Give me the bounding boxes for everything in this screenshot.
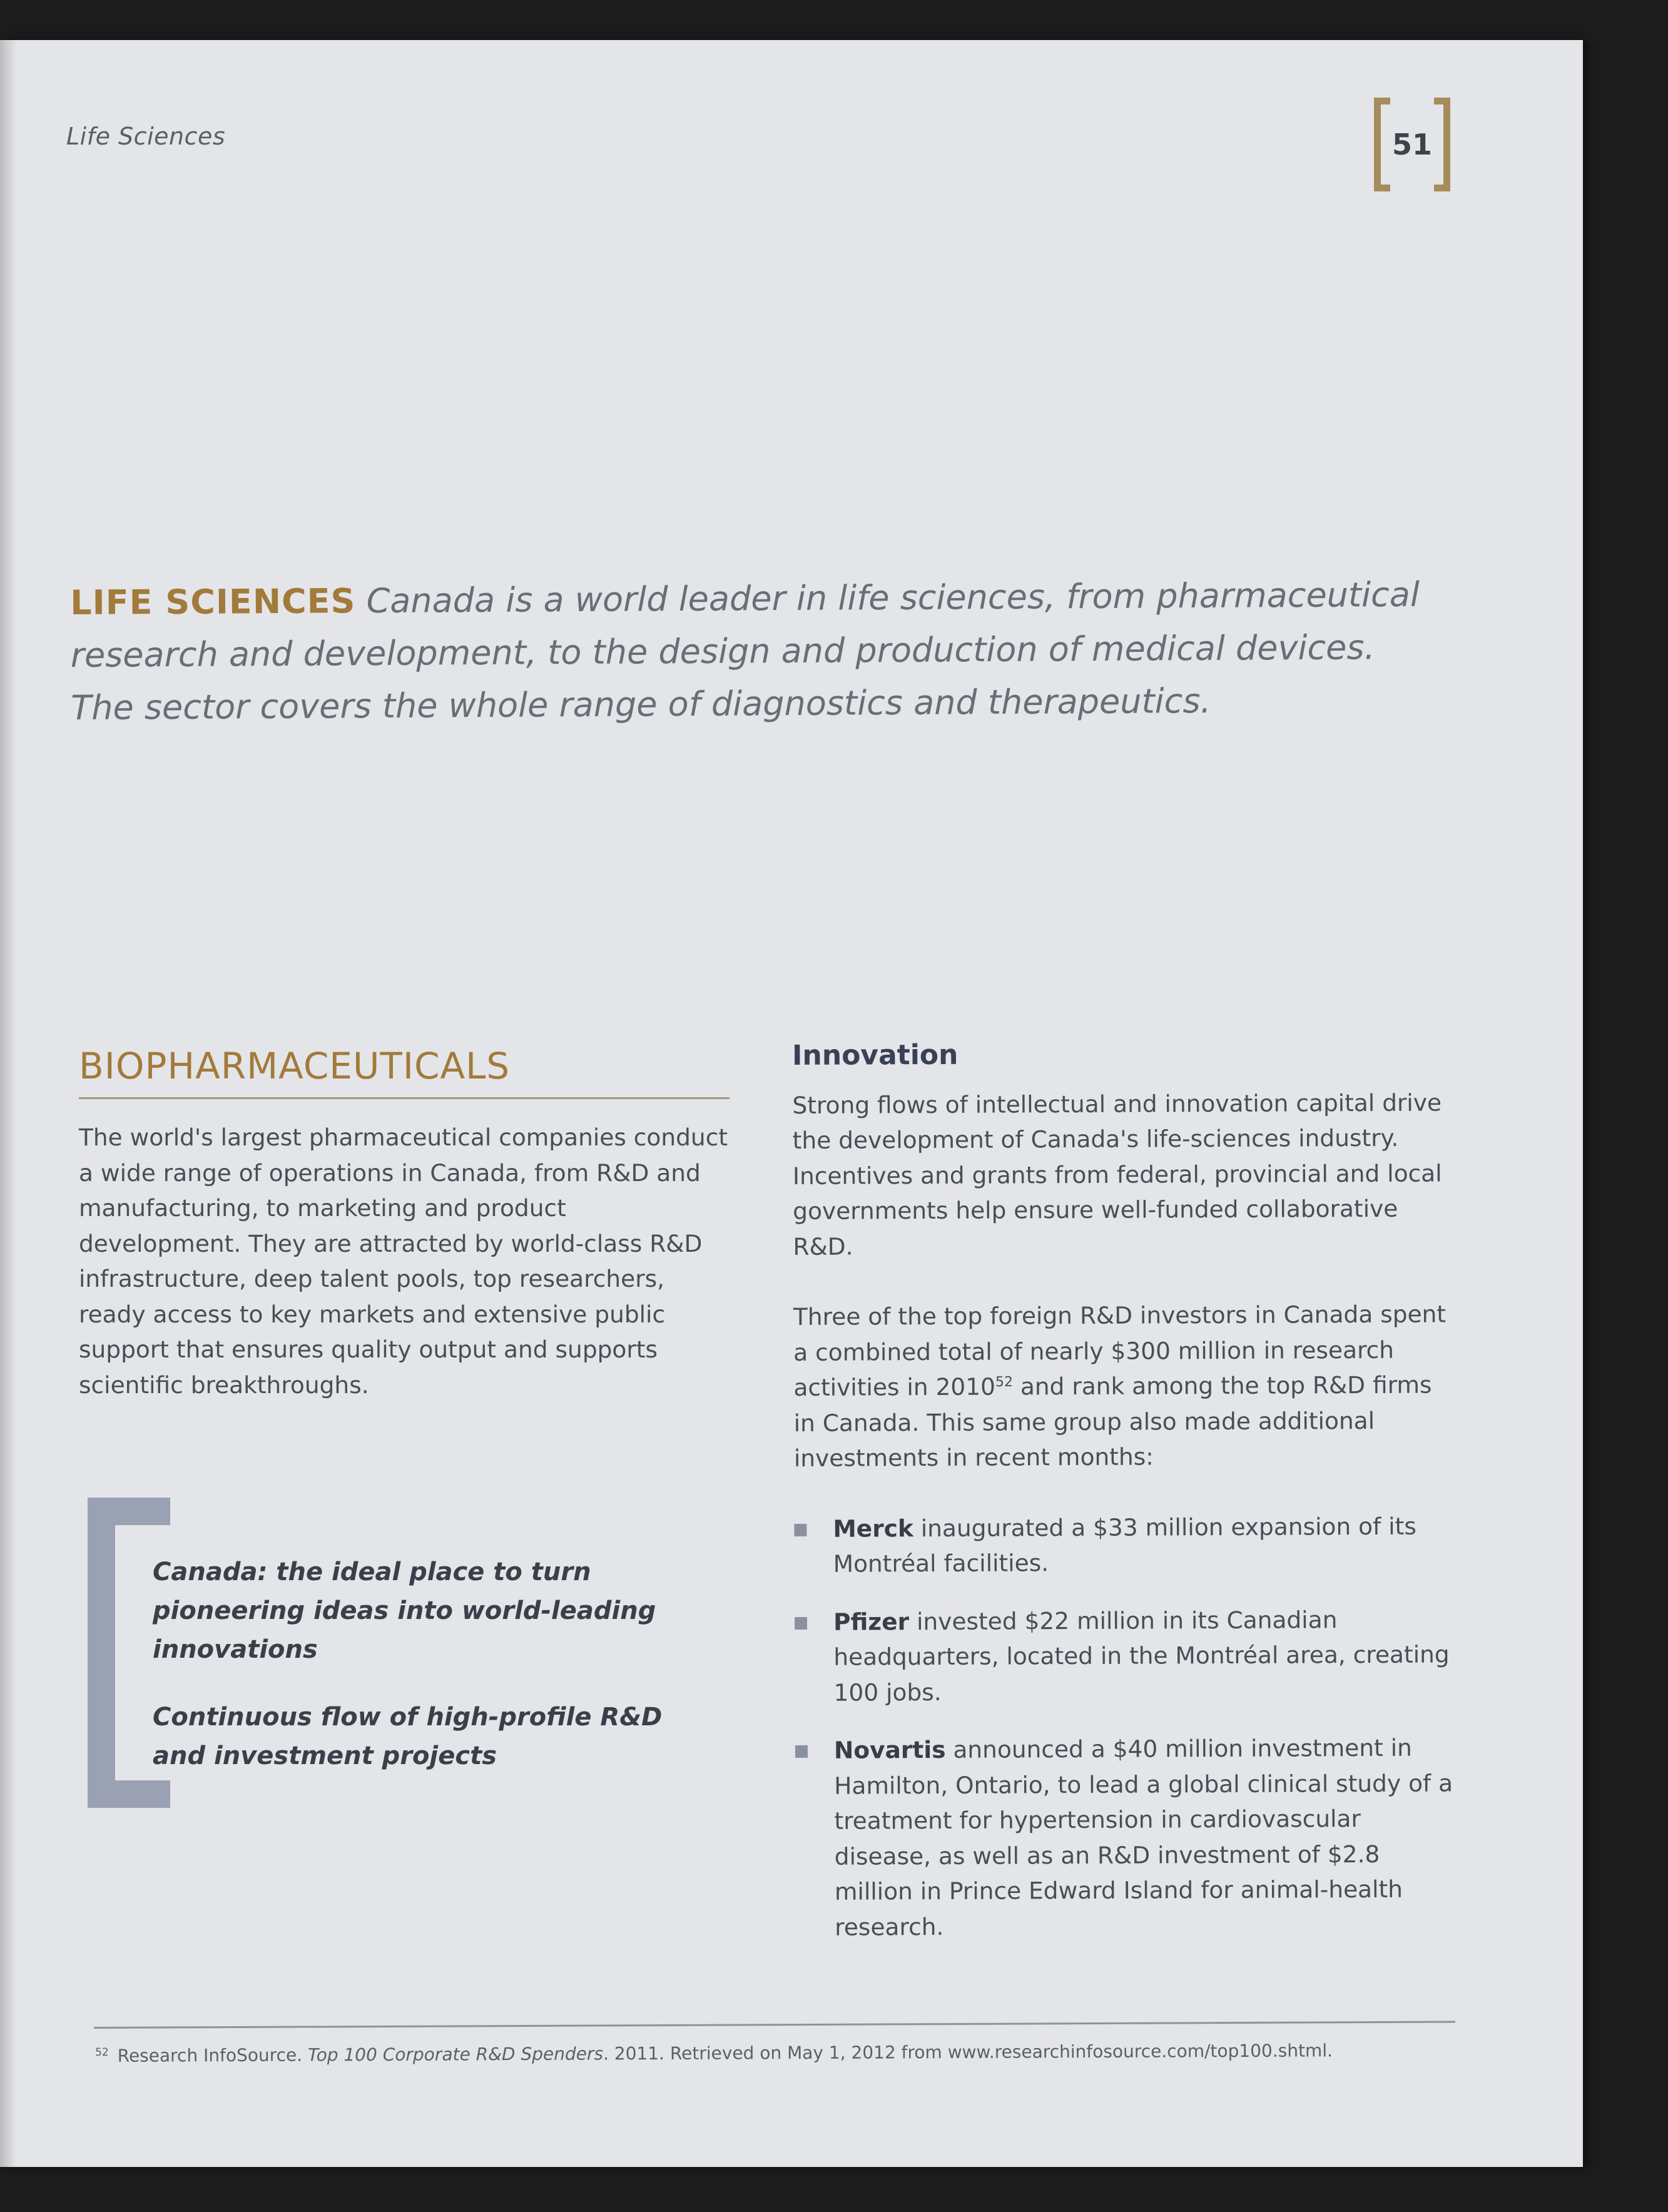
footnote-divider [94,2021,1455,2029]
lead-paragraph [70,569,1447,734]
page-number [1374,98,1450,191]
investment-list [794,1508,1459,1945]
page-number-text: 51 [1391,128,1432,161]
lead-text: Canada is a world leader in life sciences, from pharmaceutical research and development, to the design and production of medical devices. The sector covers the whole range of diagnostics and therapeutics. [70,574,1420,728]
list-item-text: inaugurated a $33 million expansion of its Montréal facilities. [833,1512,1416,1578]
page-gutter-shadow [0,40,16,2167]
footnote-ref: 52 [995,1374,1013,1391]
square-bullet-icon [794,1523,806,1536]
pull-quote [153,1553,716,1804]
innovation-paragraph-1: Strong flows of intellectual and innovation capital drive the development of Canada's life-sciences industry. Incentives and grants from federal, provincial and local governments help ensure well-funded collaborative R&D. [792,1088,1442,1261]
document-page [0,40,1583,2167]
left-bracket-icon [1374,98,1390,191]
running-head: Life Sciences [66,123,226,150]
right-bracket-icon [1434,98,1450,191]
biopharma-body: The world's largest pharmaceutical companies conduct a wide range of operations in Canada, from R&D and manufacturing, to marketing and product development. They are attracted by world-class R&D infrastructure, deep talent pools, top researchers, ready access to key markets and extensive public support that ensures quality output and supports scientific breakthroughs. [79,1124,728,1399]
list-item-text: invested $22 million in its Canadian headquarters, located in the Montréal area, creating 100 jobs. [833,1605,1450,1707]
list-item [794,1508,1457,1582]
pull-quote-line: Canada: the ideal place to turn pioneering ideas into world-leading innovations [153,1558,656,1664]
square-bullet-icon [795,1745,808,1758]
company-name: Merck [833,1514,913,1543]
subhead-innovation: Innovation [792,1038,959,1072]
innovation-paragraph-2: Three of the top foreign R&D investors in Canada spent a combined total of nearly $300 million in research activities in 2010$^{52}$ and rank among the top R&D firms in Canada. This same group also made additional investments in recent months: [793,1300,1447,1472]
square-bullet-icon [795,1616,807,1629]
footnote-number: 52 [95,2046,109,2059]
list-item [795,1730,1459,1945]
footnote: $^{52}$ Research InfoSource. Top 100 Corporate R&D Spenders. 2011. Retrieved on May 1, 2012 from www.researchinfosource.com/top100.shtml. [95,2040,1333,2066]
footnote-title: Top 100 Corporate R&D Spenders [307,2043,604,2066]
lead-heading: LIFE SCIENCES [70,581,356,622]
list-item-text: announced a $40 million investment in Hamilton, Ontario, to lead a global clinical study of a treatment for hypertension in cardiovascular disease, as well as an R&D investment of $2.8 million in Prince Edward Island for animal-health research. [834,1733,1453,1941]
section-title-biopharmaceuticals: BIOPHARMACEUTICALS [79,1045,730,1099]
company-name: Novartis [833,1735,946,1764]
pull-quote-line: Continuous flow of high-profile R&D and investment projects [153,1703,663,1770]
company-name: Pfizer [833,1607,910,1636]
list-item [795,1601,1458,1710]
innovation-column [792,1035,1459,1967]
